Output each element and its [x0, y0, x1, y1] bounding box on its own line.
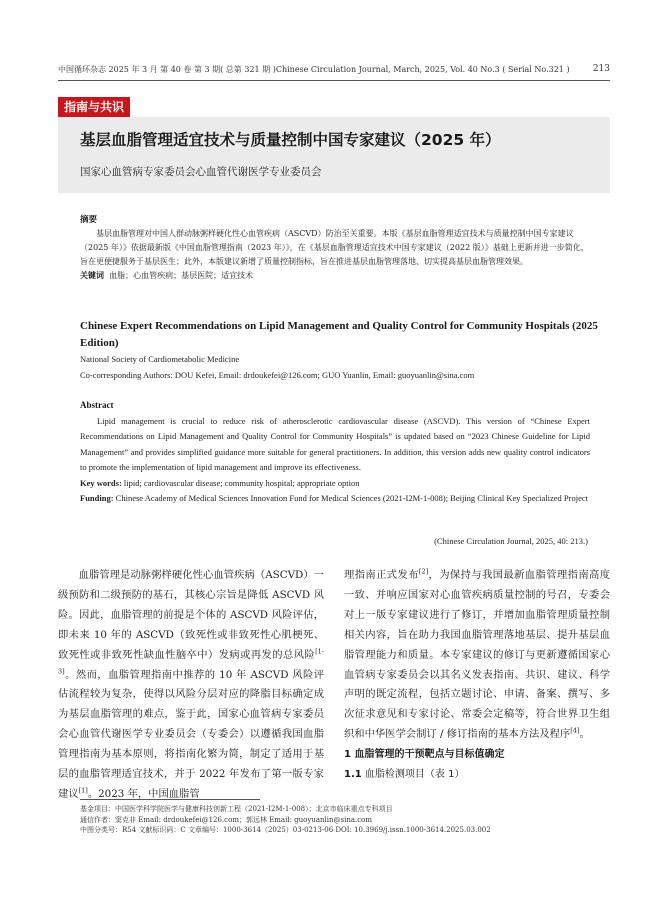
abstract-cn-heading: 摘要	[80, 215, 98, 225]
footnote-corresponding: 通信作者：窦克非 Email: drdoukefei@126.com；郭远林 Email: guoyuanlin@sina.com	[80, 815, 373, 824]
running-head: 中国循环杂志 2025 年 3 月 第 40 卷 第 3 期( 总第 321 期 )Chinese Circulation Journal, March, 2025, Vol. 40 No.3 ( Serial No.321 )	[58, 65, 570, 74]
body-paragraph	[58, 566, 324, 805]
keywords-en	[80, 476, 590, 491]
body-text: 。2023 年，中国血脂管	[87, 787, 200, 800]
section-heading: 1 血脂管理的干预靶点与目标值确定	[344, 749, 505, 761]
body-text: 。	[579, 728, 590, 741]
abstract-cn	[80, 227, 590, 283]
abstract-cn-text: 基层血脂管理对中国人群动脉粥样硬化性心血管疾病（ASCVD）防治至关重要。本版《基层血脂管理适宜技术与质量控制中国专家建议（2025 年）》依据最新版《中国血脂管理指南（2023 年）》，在《基层血脂管理适宜技术中国专家建议（2022 版）》基础上更新并进一步简化，旨在更便捷服务于基层医生；此外，本版建议新增了质量控制指标，旨在推进基层血脂管理落地、切实提高基层血脂管理效果。	[80, 229, 589, 266]
subsection-heading	[344, 765, 610, 785]
keywords-en-value: lipid; cardiovascular disease; community hospital; appropriate option	[123, 477, 360, 488]
keywords-cn-label: 关键词	[80, 271, 104, 280]
authors-cn: 国家心血管病专家委员会心血管代谢医学专业委员会	[80, 166, 322, 178]
body-text: ，为保持与我国最新血脂管理指南高度一致、并响应国家对心血管疾病质量控制的号召，专委会对上一版专家建议进行了修订，并增加血脂管理质量控制相关内容，旨在助力我国血脂管理落地基层、提升基层血脂管理能力和质量。本专家建议的修订与更新遵循国家心血管病专家委员会以其名义发表指南、共识、建议、科学声明的既定流程，包括立题讨论、申请、备案、撰写、多次征求意见和专家讨论、常委会定稿等，符合世界卫生组织和中华医学会制订 / 修订指南的基本方法及程序	[344, 569, 611, 741]
subsection-title: 血脂检测项目（表 1）	[364, 769, 465, 781]
keywords-en-label: Key words:	[80, 477, 122, 488]
funding-value: Chinese Academy of Medical Sciences Innovation Fund for Medical Sciences (2021-I2M-1-008); Beijing Clinical Key Specialized Project	[115, 493, 589, 504]
keywords-cn	[80, 269, 590, 283]
corresponding-authors: Co-corresponding Authors: DOU Kefei, Email: drdoukefei@126.com; GUO Yuanlin, Email: guoyuanlin@sina.com	[80, 370, 475, 380]
citation: (Chinese Circulation Journal, 2025, 40: 213.)	[434, 536, 588, 546]
footnote-classification: 中图分类号：R54 文献标识码：C 文章编号：1000-3614（2025）03-0213-06 DOI: 10.3969/j.issn.1000-3614.2025.03.002	[80, 826, 491, 834]
page-title: 基层血脂管理适宜技术与质量控制中国专家建议（2025 年）	[80, 131, 501, 149]
reference-mark: [4]	[570, 726, 580, 735]
reference-mark: [1-3]	[58, 647, 324, 676]
abstract-en	[80, 414, 590, 506]
abstract-en-text: Lipid management is crucial to reduce risk of atherosclerotic cardiovascular disease (ASCVD). This version of “Chinese Expert Recommendations on Lipid Management and Quality Control for Community Hospitals” is updated based on “2023 Chinese Guideline for Lipid Management” and provides simplified guidance more suitable for general practitioners. In addition, this version adds new quality control indicators to promote the implementation of lipid management and improve its effectiveness.	[80, 416, 590, 473]
body-text: 。然而，血脂管理指南中推荐的 10 年 ASCVD 风险评估流程较为复杂，使得以风险分层对应的降脂目标确定成为基层血脂管理的难点，鉴于此，国家心血管病专家委员会心血管代谢医学专业委员会（专委会）以遵循我国血脂管理指南为基本原则，将指南化繁为简，制定了适用于基层的血脂管理适宜技术，并于 2022 年发布了第一版专家建议	[58, 668, 324, 800]
section-tag: 指南与共识	[58, 97, 130, 117]
footnote-funding: 基金项目：中国医学科学院医学与健康科技创新工程（2021-I2M-1-008）；北京市临床重点专科项目	[80, 805, 393, 813]
keywords-cn-value: 血脂；心血管疾病；基层医院；适宜技术	[109, 271, 254, 280]
subsection-number: 1.1	[344, 769, 362, 781]
body-paragraph	[344, 566, 610, 745]
reference-mark: [1]	[78, 786, 88, 795]
body-column-left	[58, 566, 324, 805]
english-society: National Society of Cardiometabolic Medicine	[80, 354, 240, 364]
header-rule	[58, 80, 610, 81]
english-title: Chinese Expert Recommendations on Lipid Management and Quality Control for Community Hospitals (2025 Edition)	[80, 320, 598, 349]
body-text: 血脂管理是动脉粥样硬化性心血管疾病（ASCVD）一级预防和二级预防的基石，其核心宗旨是降低 ASCVD 风险。因此，血脂管理的前提是个体的 ASCVD 风险评估，即未来 10 年的 ASCVD（致死性或非致死性心肌梗死、致死性或非致死性缺血性脑卒中）发病或再发的总风险	[58, 569, 324, 661]
page-number: 213	[592, 64, 610, 74]
funding	[80, 491, 590, 506]
reference-mark: [2]	[418, 567, 429, 576]
body-text: 理指南正式发布	[344, 569, 419, 581]
footnote-rule	[80, 799, 260, 800]
abstract-en-heading: Abstract	[80, 400, 114, 410]
footnotes	[80, 804, 491, 836]
funding-label: Funding:	[80, 493, 114, 504]
body-column-right	[344, 566, 610, 785]
